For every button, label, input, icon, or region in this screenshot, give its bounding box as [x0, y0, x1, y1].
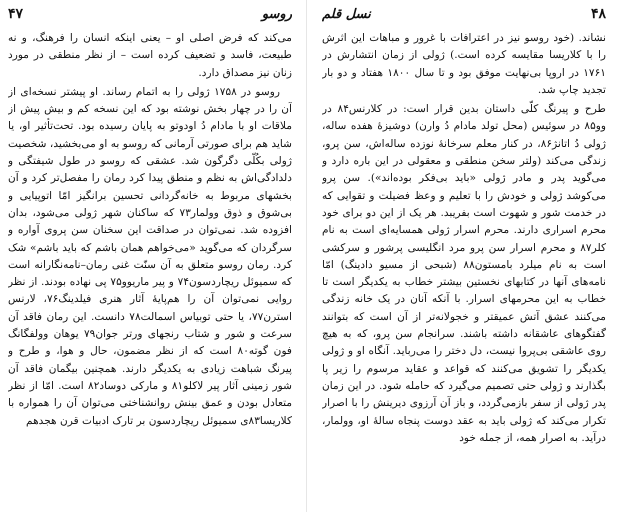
left-page-body	[8, 30, 292, 430]
right-running-title: نسل قلم	[322, 7, 371, 22]
paragraph: طرح و پیرنگ کلّی داستان بدین قرار است: در کلارنس۸۴ در وو۸۵ در سوئیس (محل تولد مادام دُ وارن) دوشیزهٔ هفده ساله، ژولی دُ اتانژ۸۶، در کنار معلم سرخانهٔ نوزده ساله‌اش، سن پرو، زندگی می‌کند (ولتر سخن منطقی و معقولی در این باره دارد و می‌گوید پدر و مادر ژولی «باید بی‌فکر بوده‌اند»). سن پرو می‌کوشد ژولی و خودش را با تعلیم و وعظ فضیلت و تقوایی که در خدمت شور و شهوت است بفریبد. هر یک از این دو برای خود محرم اسراری دارند. محرم اسرار ژولی همسایه‌ای است به نام کلر۸۷ و محرم اسرار سن پرو مرد انگلیسی پرشور و سرکشی است به نام میلرد بامستون۸۸ (شبحی از مسیو دادینگ) امّا نامه‌های آنها در کتابهای نخستین بیشتر خطاب به یکدیگر است تا خطاب به این محرمهای اسرار. با آنکه آنان در یک خانه زندگی می‌کنند عشق آتش عمیقتر و خجولانه‌تر از آن است که بتوانند گفتگوهای عاشقانه داشته باشند. سرانجام سن پرو، که به هیچ روی عاشقی بی‌پروا نیست، دل دختر را می‌رباید. آنگاه او و ژولی یکدیگر را تشویق می‌کنند که قواعد و عقاید مرسوم را زیر پا بگذارند و ژولی حتی تصمیم می‌گیرد که حامله شود. در این زمان پدر ژولی از سفر بازمی‌گردد، و باز آن آرزوی دیرینش را با اصرار تکرار می‌کند که ژولی باید به عقد دوست پنجاه سالهٔ او، وولمار، درآید. به اصرار همه، از جمله خود	[322, 103, 606, 444]
right-page-body	[322, 30, 606, 447]
page-gutter	[306, 0, 307, 512]
left-page-number: ۴۷	[8, 6, 24, 22]
left-page-header	[8, 4, 292, 24]
right-page	[322, 4, 606, 509]
left-page	[8, 4, 292, 509]
paragraph: می‌کند که فرض اصلی او – یعنی اینکه انسان را فرهنگ، و نه طبیعت، فاسد و تضعیف کرده است – از نظر منطقی در مورد زنان نیز مصداق دارد.	[8, 32, 292, 79]
paragraph: نشاند. (خود روسو نیز در اعترافات با غرور و مباهات این اثرش را با کلاریسا مقایسه کرده است.) ژولی از زمان انتشارش در ۱۷۶۱ در اروپا بی‌نهایت موفق بود و تا سال ۱۸۰۰ هفتاد و دو بار تجدید چاپ شد.	[322, 32, 606, 96]
left-running-title: روسو	[261, 7, 292, 22]
right-page-header	[322, 4, 606, 24]
paragraph: روسو در ۱۷۵۸ ژولی را به اتمام رساند. او پیشتر نسخه‌ای از آن را در چهار بخش نوشته بود که این نسخه کم و بیش پیش از ملاقات او با مادام دُ اودوتو به پایان رسیده بود. تحت‌تأثیر او، یا شاید هم برای صورتی آرمانی که روسو به او می‌بخشید، شخصیت ژولی بکُلّی دگرگون شد. عشقی که روسو در طول شیفتگی و دلدادگی‌اش به نظم و منطق پیدا کرد رمان را مفصل‌تر کرد و آن بخشهای مربوط به خانه‌گردانی تحسین برانگیز امّا اتوپیایی و بی‌شوق و ذوق وولمار۷۳ که ساکنان شهر ژولی می‌شود، بدان افزوده شد. نمی‌توان در صداقت این سخنان سن پروی آواره و سرگردان که می‌گوید «می‌خواهم همان باشم که باید باشم» شک کرد. رمان روسو متعلق به آن سنّت غنی رمان–نامه‌نگارانه است که سمیوئل ریچاردسون۷۴ و پیر ماریوو۷۵ پی نهاده بودند. از نظر روایی نمی‌توان آن را هم‌پایهٔ آثار هنری فیلدینگ۷۶، لارنس استرن۷۷، یا حتی توبیاس اسمالت۷۸ دانست. این رمان فاقد آن سرعت و شور و شتاب رنجهای ورتر جوان۷۹ یوهان وولفگانگ فون گوته۸۰ است که از نظر مضمون، حال و هوا، و طرح و پیرنگ شباهت زیادی به یکدیگر دارند. همچنین بیگمان فاقد آن شور زمینی آثار پیر لاکلو۸۱ و مارکی دوساد۸۲ است. امّا از نظر متعادل بودن و عمق بینش روانشناختی می‌توان آن را همواره با کلاریسا۸۳ی سمیوئل ریچاردسون بر تارک ادبیات قرن هجدهم	[8, 85, 292, 427]
right-page-number: ۴۸	[590, 6, 606, 22]
